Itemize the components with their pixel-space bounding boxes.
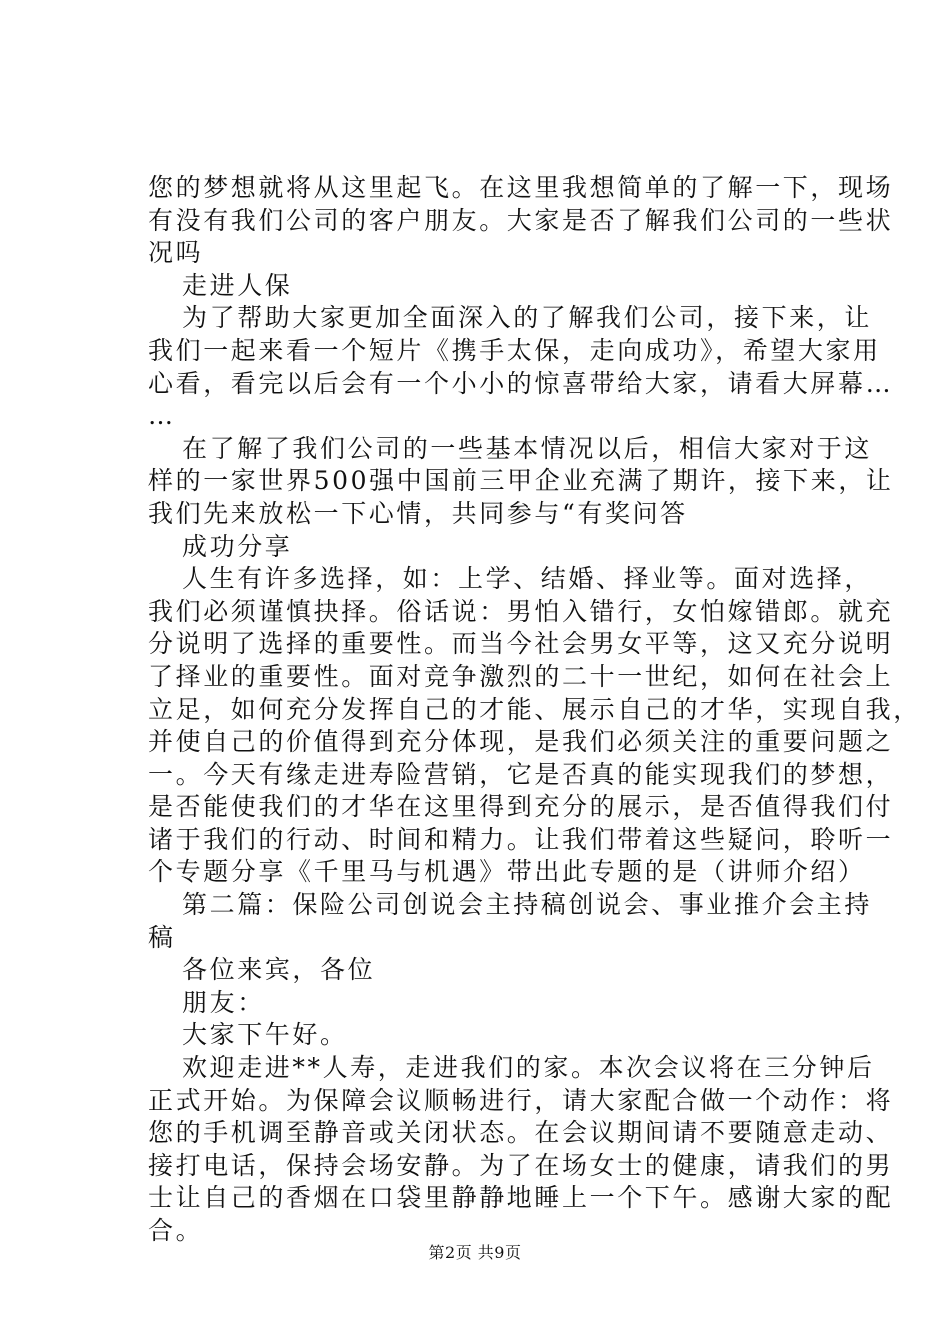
text-line: 士让自己的香烟在口袋里静静地睡上一个下午。感谢大家的配 xyxy=(148,1183,894,1213)
text-line: 我们一起来看一个短片《携手太保，走向成功》，希望大家用 xyxy=(148,335,881,365)
text-line: 您的手机调至静音或关闭状态。在会议期间请不要随意走动、 xyxy=(148,1118,894,1148)
text-line: 立足，如何充分发挥自己的才能、展示自己的才华，实现自我， xyxy=(148,694,921,724)
text-line: 为了帮助大家更加全面深入的了解我们公司，接下来，让 xyxy=(182,303,873,333)
text-line: 一。今天有缘走进寿险营销，它是否真的能实现我们的梦想， xyxy=(148,759,894,789)
text-line: 欢迎走进**人寿，走进我们的家。本次会议将在三分钟后 xyxy=(182,1053,875,1083)
text-line: 稿 xyxy=(148,922,176,952)
text-line: … xyxy=(148,401,176,431)
text-line: 诸于我们的行动、时间和精力。让我们带着这些疑问，聆听一 xyxy=(148,824,894,854)
text-line: 人生有许多选择，如：上学、结婚、择业等。面对选择， xyxy=(182,564,873,594)
text-line: 朋友： xyxy=(182,987,265,1017)
text-line: 各位来宾，各位 xyxy=(182,955,376,985)
text-line: 合。 xyxy=(148,1216,204,1245)
text-line: 您的梦想就将从这里起飞。在这里我想简单的了解一下，现场 xyxy=(148,173,894,202)
text-line: 在了解了我们公司的一些基本情况以后，相信大家对于这 xyxy=(182,433,873,463)
text-line: 况吗 xyxy=(148,238,204,268)
text-line: 并使自己的价值得到充分体现，是我们必须关注的重要问题之 xyxy=(148,727,894,757)
text-line: 了择业的重要性。面对竞争激烈的二十一世纪，如何在社会上 xyxy=(148,661,894,691)
text-line: 有没有我们公司的客户朋友。大家是否了解我们公司的一些状 xyxy=(148,205,894,235)
text-line: 走进人保 xyxy=(182,270,293,300)
text-line: 大家下午好。 xyxy=(182,1020,348,1050)
text-line: 分说明了选择的重要性。而当今社会男女平等，这又充分说明 xyxy=(148,629,894,659)
document-body xyxy=(148,172,921,1248)
text-line: 心看，看完以后会有一个小小的惊喜带给大家，请看大屏幕… xyxy=(148,368,894,398)
text-line: 是否能使我们的才华在这里得到充分的展示，是否值得我们付 xyxy=(148,792,894,822)
text-line: 第二篇：保险公司创说会主持稿创说会、事业推介会主持 xyxy=(182,890,873,920)
page-footer: 第2页 共9页 xyxy=(428,1243,522,1262)
text-line: 个专题分享《千里马与机遇》带出此专题的是（讲师介绍） xyxy=(148,857,866,887)
text-line: 正式开始。为保障会议顺畅进行，请大家配合做一个动作：将 xyxy=(148,1085,894,1115)
text-line: 我们先来放松一下心情，共同参与“有奖问答 xyxy=(148,498,688,528)
text-line: 成功分享 xyxy=(182,531,293,561)
text-line: 样的一家世界500强中国前三甲企业充满了期许，接下来，让 xyxy=(148,466,894,496)
text-line: 接打电话，保持会场安静。为了在场女士的健康，请我们的男 xyxy=(148,1150,894,1180)
text-line: 我们必须谨慎抉择。俗话说：男怕入错行，女怕嫁错郎。就充 xyxy=(148,596,894,626)
